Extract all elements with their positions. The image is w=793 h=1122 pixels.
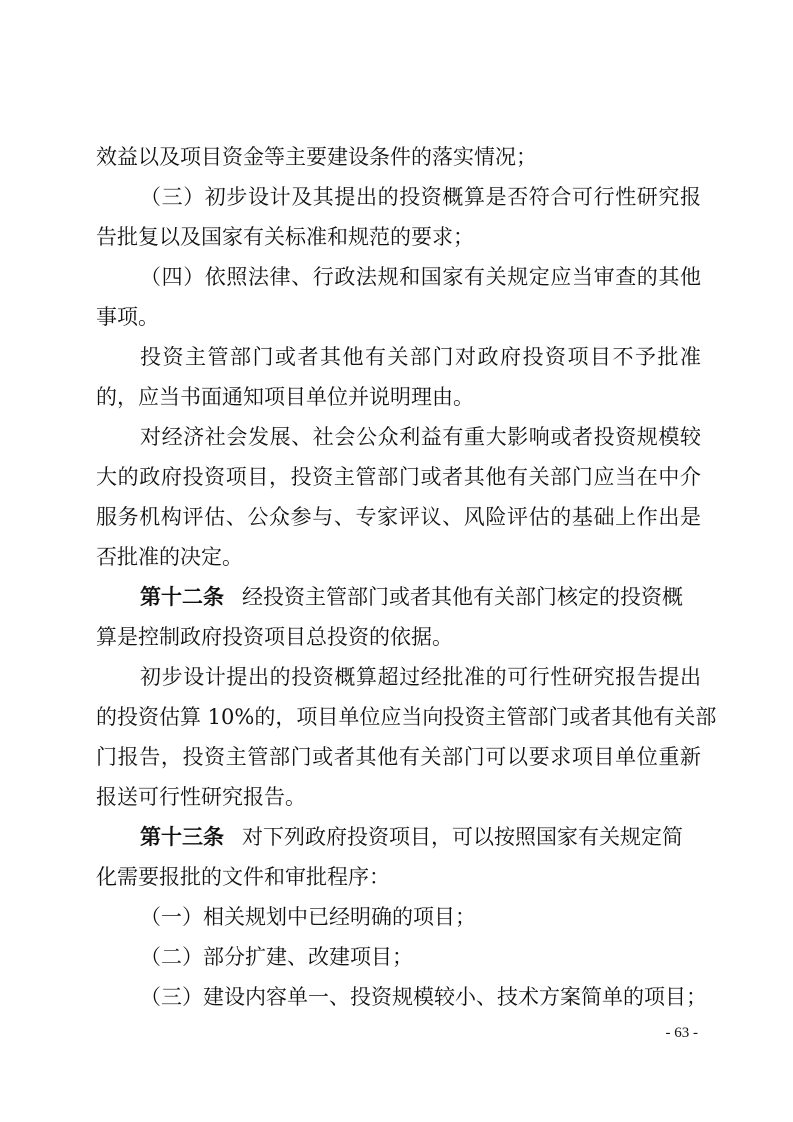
text-line: 投资主管部门或者其他有关部门对政府投资项目不予批准 xyxy=(140,345,701,369)
text-line: （三）建设内容单一、投资规模较小、技术方案简单的项目； xyxy=(140,985,707,1009)
text-line: 的，应当书面通知项目单位并说明理由。 xyxy=(96,385,474,409)
article-12-title: 第十二条 xyxy=(140,584,224,609)
text-line: 大的政府投资项目，投资主管部门或者其他有关部门应当在中介 xyxy=(96,465,701,489)
text-line: 对下列政府投资项目，可以按照国家有关规定简 xyxy=(242,825,683,849)
text-line: 否批准的决定。 xyxy=(96,545,243,569)
text-line: 化需要报批的文件和审批程序： xyxy=(96,865,390,889)
article-12-line xyxy=(140,577,701,617)
text-line: （三）初步设计及其提出的投资概算是否符合可行性研究报 xyxy=(140,185,701,209)
text-line: 效益以及项目资金等主要建设条件的落实情况； xyxy=(96,145,537,169)
article-13-line xyxy=(140,817,701,857)
text-line: 门报告，投资主管部门或者其他有关部门可以要求项目单位重新 xyxy=(96,745,701,769)
text-line: 服务机构评估、公众参与、专家评议、风险评估的基础上作出是 xyxy=(96,505,701,529)
text-line: （一）相关规划中已经明确的项目； xyxy=(140,905,476,929)
text-line: 算是控制政府投资项目总投资的依据。 xyxy=(96,625,453,649)
text-line: 报送可行性研究报告。 xyxy=(96,785,306,809)
text-line: 对经济社会发展、社会公众利益有重大影响或者投资规模较 xyxy=(140,425,701,449)
text-line: （四）依照法律、行政法规和国家有关规定应当审查的其他 xyxy=(140,265,701,289)
article-13-title: 第十三条 xyxy=(140,824,224,849)
text-line: 初步设计提出的投资概算超过经批准的可行性研究报告提出 xyxy=(140,665,701,689)
text-line: 经投资主管部门或者其他有关部门核定的投资概 xyxy=(242,585,683,609)
page-number: - 63 - xyxy=(665,1025,698,1041)
text-line: （二）部分扩建、改建项目； xyxy=(140,945,413,969)
text-line: 告批复以及国家有关标准和规范的要求； xyxy=(96,225,474,249)
text-line: 事项。 xyxy=(96,305,159,329)
text-line: 的投资估算 10%的，项目单位应当向投资主管部门或者其他有关部 xyxy=(96,705,717,729)
